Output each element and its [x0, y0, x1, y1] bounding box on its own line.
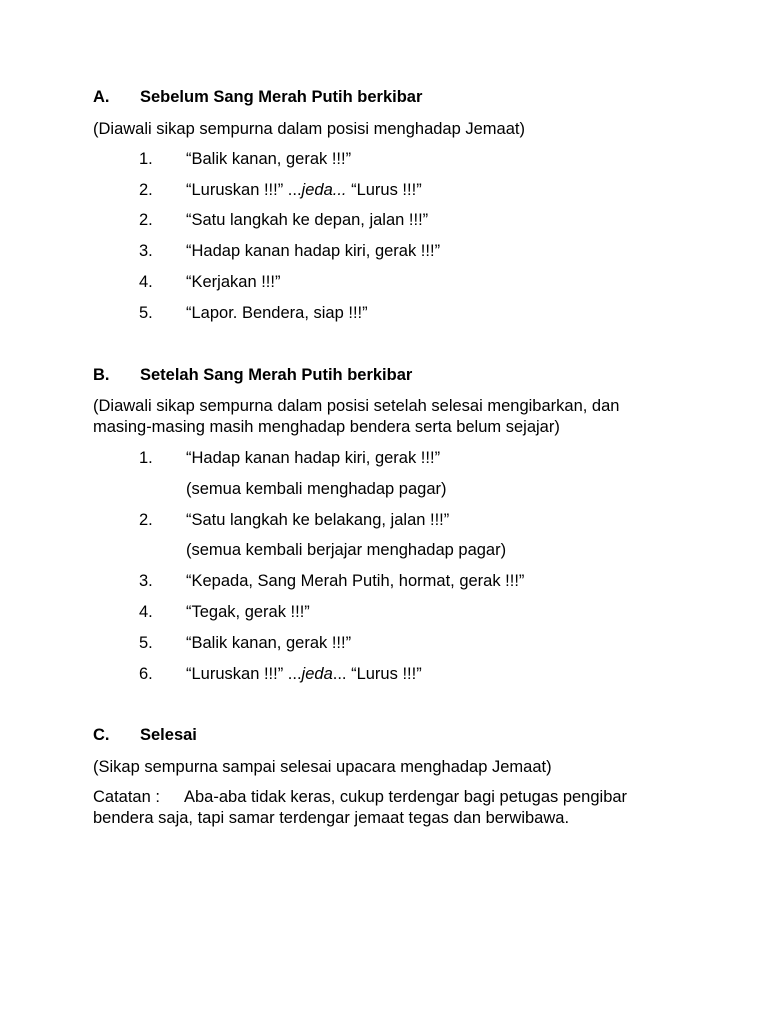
- section-b-item-1-note: (semua kembali menghadap pagar): [186, 480, 447, 498]
- section-c-title: Selesai: [140, 726, 197, 744]
- section-a-item-2-number: 2.: [139, 181, 153, 199]
- section-a-item-2-post: “Lurus !!!”: [346, 181, 422, 199]
- section-a-item-4-number: 3.: [139, 242, 153, 260]
- section-b-item-6-pre: “Luruskan !!!” ...: [186, 665, 302, 683]
- section-b-item-5-text: “Balik kanan, gerak !!!”: [186, 634, 352, 652]
- section-b-title: Setelah Sang Merah Putih berkibar: [140, 366, 413, 384]
- section-a-item-6-text: “Lapor. Bendera, siap !!!”: [186, 304, 368, 322]
- section-a-title: Sebelum Sang Merah Putih berkibar: [140, 88, 423, 106]
- section-b-item-3-text: “Kepada, Sang Merah Putih, hormat, gerak !!!”: [186, 572, 525, 590]
- section-b-item-3-number: 3.: [139, 572, 153, 590]
- section-a-intro: (Diawali sikap sempurna dalam posisi menghadap Jemaat): [93, 120, 525, 138]
- section-a-item-2-text: [186, 180, 422, 200]
- section-b-intro-line-2: masing-masing masih menghadap bendera serta belum sejajar): [93, 418, 560, 436]
- section-b-item-2-number: 2.: [139, 511, 153, 529]
- section-a-item-5-number: 4.: [139, 273, 153, 291]
- section-b-item-5-number: 5.: [139, 634, 153, 652]
- section-a-item-1-text: “Balik kanan, gerak !!!”: [186, 150, 352, 168]
- note-label: Catatan :: [93, 788, 160, 806]
- section-b-item-4-text: “Tegak, gerak !!!”: [186, 603, 310, 621]
- section-a-item-2-pre: “Luruskan !!!” ...: [186, 181, 302, 199]
- section-b-item-4-number: 4.: [139, 603, 153, 621]
- section-b-intro-line-1: (Diawali sikap sempurna dalam posisi setelah selesai mengibarkan, dan: [93, 397, 620, 415]
- section-b-item-6-number: 6.: [139, 665, 153, 683]
- section-b-item-2-note: (semua kembali berjajar menghadap pagar): [186, 541, 507, 559]
- section-b-item-6-text: [186, 664, 422, 684]
- note-text-line-1: Aba-aba tidak keras, cukup terdengar bagi petugas pengibar: [184, 788, 628, 806]
- section-a-letter: A.: [93, 88, 110, 106]
- section-c-intro: (Sikap sempurna sampai selesai upacara menghadap Jemaat): [93, 758, 552, 776]
- section-a-item-4-text: “Hadap kanan hadap kiri, gerak !!!”: [186, 242, 441, 260]
- section-b-item-1-text: “Hadap kanan hadap kiri, gerak !!!”: [186, 449, 441, 467]
- section-a-item-2-em: jeda...: [301, 181, 347, 199]
- section-b-item-1-number: 1.: [139, 449, 153, 467]
- note-text-line-2: bendera saja, tapi samar terdengar jemaat tegas dan berwibawa.: [93, 809, 570, 827]
- section-b-item-2-text: “Satu langkah ke belakang, jalan !!!”: [186, 511, 450, 529]
- section-b-letter: B.: [93, 366, 110, 384]
- section-a-item-6-number: 5.: [139, 304, 153, 322]
- section-a-item-1-number: 1.: [139, 150, 153, 168]
- section-a-item-3-text: “Satu langkah ke depan, jalan !!!”: [186, 211, 429, 229]
- section-a-item-3-number: 2.: [139, 211, 153, 229]
- section-a-item-5-text: “Kerjakan !!!”: [186, 273, 281, 291]
- section-b-item-6-post: ... “Lurus !!!”: [332, 665, 422, 683]
- section-c-letter: C.: [93, 726, 110, 744]
- section-b-item-6-em: jeda: [301, 665, 333, 683]
